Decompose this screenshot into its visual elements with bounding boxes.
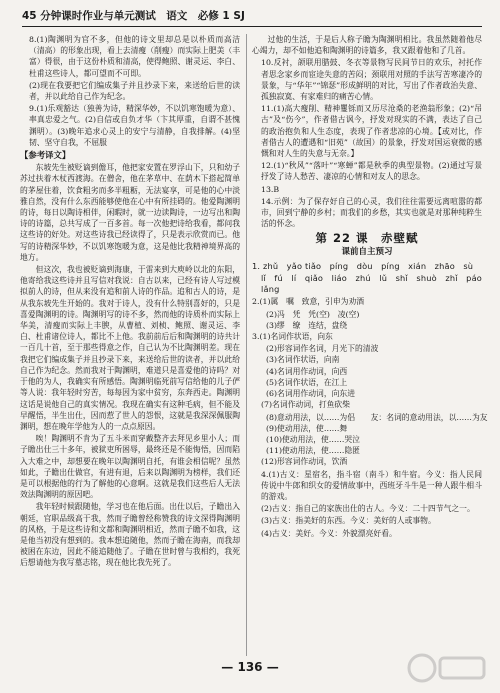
vocab-line: (9)使动用法，使……舞 [266, 423, 348, 433]
vocab-line: 2.(1)属 嘱 致意，引申为劝酒 [252, 297, 365, 307]
answer-10: 10.反衬，颌联用腊鼓、冬衣等景物写民间节日的欢乐，衬托作者思念家乡而宦途失意的苦闷；颈联用对照的手法写苦寒凄冷的景象，与“华年”“锦瑟”形成鲜明的对比，写出了作者政治失意、孤独寂寞、有家难归的痛苦心情。 [261, 58, 482, 102]
column-divider [246, 34, 247, 656]
right-column [252, 34, 491, 656]
page-number: — 136 — [221, 660, 279, 674]
answer-11: 11.(1)高大瘦削、精神矍铄而又历尽沧桑的老渔翁形象；(2)“吊古”及“伤今”，作者借古讽今，抒发对现实的不满，表达了自己的政治抱负和人生态度，表现了作者悲凉的心境。【或对比，作者借古人的遭遇和“旧苑”（故国）的景象，抒发对国运衰微的感慨和对人生的失意与无奈。】 [261, 104, 482, 159]
lesson-title: 第 22 课 赤壁赋 [315, 231, 419, 246]
vocab-line: 4.(1)古义：星宿名，指斗宿（南斗）和牛宿。今义：指人民间传说中牛郎和织女的爱情故事中，西班牙斗牛是一种人跟牛相斗的游戏。 [261, 469, 482, 501]
watermark-logo-icon [404, 648, 490, 688]
pinyin-line: lǐ fú lí qiǎo liáo zhú lǔ shǐ shuò zhǐ páo lǎng [261, 273, 491, 295]
translation-paragraph: 东坡先生被贬谪到儋耳，他把家安置在罗浮山下，只和幼子苏过扶着木杖西渡海。在僧舍，他在茅草中、在荫木下搭起简单的茅屋住着，饮食粗劣而多半粗粝，无法宴享，可是他的心中淡雅自然，没有什么东西能够使他在心中有所挂碍的。他爱陶渊明的诗，每日以陶诗相伴，闲暇时，就一边读陶诗，一边写出和陶诗的诗篇，总共写成了一百多首。每一次他把诗给我看，都问我这些诗的好处。对这些诗我已经读得了，只是表示欣赏而已。他写的诗精深华妙，不以饥寒饱暖为意，这是他比我精神境界高的地方。 [20, 163, 240, 262]
translation-paragraph: 我年轻时候跟随他，学习也在他后面。出仕以后，子瞻出入朝廷，官职品级高于我，然而子瞻曾经称赞我的诗文深得陶渊明的风格，于是这些诗和文都和陶渊明相近，然而子瞻不如我，这是他当初没有想到的。我本想追随他，然而子瞻在海南，而我却被困在东边，因此不能追随他了。子瞻在世时曾与我相约，我死后想请他为我写墓志铭，现在他比我先死了。 [20, 502, 240, 568]
answer-13: 13.B [261, 184, 280, 194]
vocab-line: (5)名词作状语，在江上 [266, 377, 348, 387]
answer-12: 12.(1)“秋风”“落叶”“寒蝉”都是秋季的典型景物。(2)通过写景抒发了诗人愁苦、凄凉的心情和对友人的思念。 [261, 161, 482, 182]
translation-paragraph: 但这次，我也被贬谪到海康，于雷来到大庾岭以北的东阳，他寄给我这些诗并且写信对我说：自古以来，已经有诗人写过模拟前人的诗，但从来没有追和前人诗的作品。追和古人的诗，是从我东坡先生开始的。我对于诗人，没有什么特别喜好的，只是喜爱陶渊明的诗。陶渊明写的诗不多，然而他的诗质朴而实际上华美，清瘦而实际上丰腴，从曹植、刘桢、鲍照、谢灵运、李白、杜甫诸位诗人，都比不上他。我前前后后和陶渊明的诗共计一百几十首，至于那些得意之作，自己认为不比陶渊明差。现在我把它们编成集子并且抄录下来，来送给后世的读者，并以此给自己作为纪念。然而我对于陶渊明，难道只是喜爱他的诗吗？对于他的为人，我确实有所感悟。陶渊明临死前写信给他的儿子俨等人说：我年轻时穷苦，每每因为家中贫穷，东奔西走。陶渊明这话是说他自己的真实情况。我现在确实有这种毛病，但不能及早醒悟，半生出仕，因而惹了世人的怨恨，这就是我深深佩服陶渊明，想在晚年学他为人的一点点原因。 [20, 265, 240, 431]
vocab-line: (3)缪 缭 连结，盘绕 [266, 320, 348, 330]
answer-8-1: 8.(1)陶渊明为官不多，但他的诗文里却总是以朴质而高洁（清高）的形象出现，看上去清瘦（削瘦）而实际上肥美（丰富）得很，由于这份朴质和清高，使得鲍照、谢灵运、李白、杜甫这些诗人，都可望而不可即。 [29, 35, 240, 78]
vocab-line: (2)形容词作名词，月光下的清波 [266, 344, 379, 354]
vocab-line: (8)意动用法，以……为侣 友：名词的意动用法，以……为友 [266, 412, 488, 422]
vocab-line: (2)冯 凭 凭(空) 凌(空) [266, 309, 360, 319]
translation-continued: 过他的生活，于是后人称子瞻为陶渊明相比。我虽然随着他尽心竭力，却不如他追和陶渊明的诗篇多，我又跟着他和了几首。 [252, 35, 482, 56]
left-column [20, 34, 240, 656]
pinyin-line: 1. zhǔ yǎo tiǎo píng dòu píng xián zhāo sù [252, 260, 474, 271]
answer-9: 9.(1)乐观豁达（独善为诗，精深华妙，不以饥寒饱暖为意）、率真忠爱之气。(2)自信或自负才华（卞其厚重，自谓不甚愧渊明）。(3)晚年追求心灵上的安宁与清静，自我排解。(4)坚韧、坚守自我，不屈服 [29, 104, 240, 147]
page-header: 45 分钟课时作业与单元测试 语文 必修 1 SJ [22, 6, 482, 27]
vocab-line: (7)名词作动词，打鱼砍柴 [261, 400, 351, 410]
vocab-line: (11)使动用法，使……隐匿 [266, 446, 360, 456]
vocab-line: (4)名词用作动词，向西 [266, 366, 348, 376]
vocab-line: (10)使动用法，使……哭泣 [266, 434, 360, 444]
vocab-line: (3)名词作状语，向南 [266, 355, 340, 365]
lesson-subtitle: 课前自主预习 [341, 246, 393, 257]
translation-paragraph: 唉！陶渊明不肯为了五斗米而穿戴整齐去拜见乡里小人；而子瞻出仕三十多年，被狱吏所困辱，最终还是不能悔悟，因而陷入大难之中，却想要在晚年以陶渊明自托，有谁会相信呢？虽然如此，子瞻出仕做官，有进有退，后来以陶渊明为榜样，我们还是可以根据他的行为了解他的心意啊。这就是我们这些后人无法效法陶渊明的原因吧。 [20, 434, 240, 500]
vocab-line: (2)古义：指自己的家族出仕的古人。今义：二十四节气之一。 [261, 504, 475, 514]
reference-translation-title: 【参考译文】 [20, 150, 71, 161]
answer-14: 14.示例：为了保存好自己的心灵，我们往往需要远离喧嚣的都市，回到宁静的乡村；而我们的乡愁，其实也就是对那种纯粹生活的怀念。 [261, 196, 482, 229]
vocab-line: 3.(1)名词作状语，向东 [252, 332, 333, 342]
vocab-line: (6)名词用作动词，向东进 [266, 389, 356, 399]
vocab-line: (4)古义：美好。今义：外貌漂亮好看。 [261, 528, 397, 538]
answer-8-2: (2)现在我要把它们编成集子并且抄录下来，来送给后世的读者，并以此给自己作为纪念。 [29, 80, 240, 102]
vocab-line: (3)古义：指美好的东西。今义：美好的人或事物。 [261, 516, 436, 526]
vocab-line: (12)形容词作动词，饮酒 [261, 457, 348, 467]
